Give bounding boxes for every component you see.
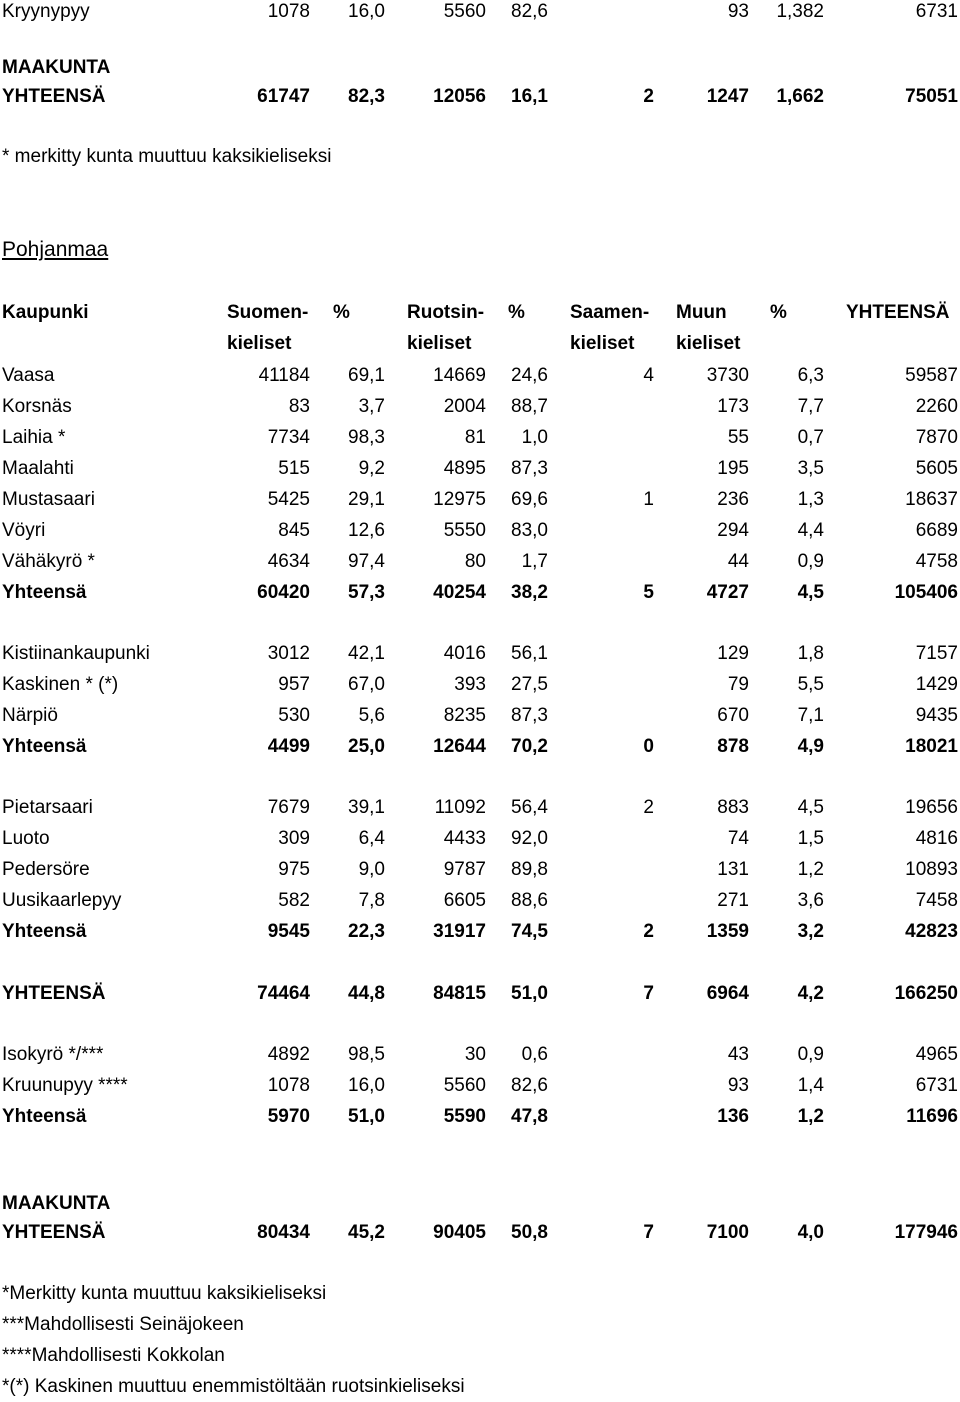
suomenkieliset-cell: 309 — [278, 828, 310, 849]
suomenkieliset-cell: 515 — [278, 458, 310, 479]
suomenkieliset-cell: 5425 — [267, 489, 310, 510]
pct-ruotsi-cell: 0,6 — [521, 1044, 548, 1065]
pct-suomi-cell: 16,0 — [348, 1075, 385, 1096]
muun-kieliset-cell: 129 — [717, 643, 749, 664]
saamenkieliset-cell: 2 — [643, 86, 654, 107]
ruotsinkieliset-cell: 12644 — [433, 736, 486, 757]
header-yhteensa: YHTEENSÄ — [846, 302, 950, 323]
ruotsinkieliset-cell: 4895 — [443, 458, 486, 479]
pct-suomi-cell: 42,1 — [348, 643, 385, 664]
footnote: ****Mahdollisesti Kokkolan — [2, 1345, 225, 1366]
ruotsinkieliset-cell: 80 — [464, 551, 486, 572]
pct-ruotsi-cell: 74,5 — [511, 921, 548, 942]
ruotsinkieliset-cell: 30 — [464, 1044, 486, 1065]
pct-suomi-cell: 98,3 — [348, 427, 385, 448]
yhteensa-cell: 11696 — [906, 1106, 958, 1127]
muun-kieliset-cell: 93 — [727, 1, 749, 22]
row-label: Kryynypyy — [2, 1, 90, 22]
row-label: YHTEENSÄ — [2, 1222, 106, 1243]
muun-kieliset-cell: 236 — [717, 489, 749, 510]
ruotsinkieliset-cell: 6605 — [443, 890, 486, 911]
yhteensa-cell: 2260 — [915, 396, 958, 417]
pct-muu-cell: 1,3 — [797, 489, 824, 510]
yhteensa-cell: 4965 — [915, 1044, 958, 1065]
pct-muu-cell: 4,2 — [797, 983, 824, 1004]
muun-kieliset-cell: 173 — [717, 396, 749, 417]
table-row — [0, 488, 960, 512]
row-label: YHTEENSÄ — [2, 86, 106, 107]
table-row — [0, 457, 960, 481]
header-muun: Muun — [676, 302, 727, 323]
suomenkieliset-cell: 1078 — [267, 1075, 310, 1096]
yhteensa-cell: 6731 — [915, 1, 958, 22]
yhteensa-cell: 6689 — [915, 520, 958, 541]
muun-kieliset-cell: 131 — [717, 859, 749, 880]
footnote: ***Mahdollisesti Seinäjokeen — [2, 1314, 244, 1335]
suomenkieliset-cell: 975 — [278, 859, 310, 880]
row-label: Luoto — [2, 828, 50, 849]
pct-ruotsi-cell: 16,1 — [511, 86, 548, 107]
muun-kieliset-cell: 883 — [717, 797, 749, 818]
saamenkieliset-cell: 0 — [643, 736, 654, 757]
pct-suomi-cell: 3,7 — [358, 396, 385, 417]
saamenkieliset-cell: 4 — [643, 365, 654, 386]
row-label: Isokyrö */*** — [2, 1044, 104, 1065]
pct-suomi-cell: 9,2 — [358, 458, 385, 479]
saamenkieliset-cell: 5 — [643, 582, 654, 603]
header-suomen-2: kieliset — [227, 333, 292, 354]
pct-suomi-cell: 25,0 — [348, 736, 385, 757]
pct-ruotsi-cell: 87,3 — [511, 458, 548, 479]
yhteensa-cell: 59587 — [905, 365, 958, 386]
suomenkieliset-cell: 60420 — [257, 582, 310, 603]
pct-muu-cell: 6,3 — [797, 365, 824, 386]
pct-muu-cell: 1,2 — [797, 859, 824, 880]
yhteensa-cell: 1429 — [915, 674, 958, 695]
header-saamen: Saamen- — [570, 302, 650, 323]
ruotsinkieliset-cell: 5560 — [443, 1075, 486, 1096]
pct-muu-cell: 0,7 — [797, 427, 824, 448]
total-row — [0, 920, 960, 944]
pct-ruotsi-cell: 24,6 — [511, 365, 548, 386]
suomenkieliset-cell: 61747 — [257, 86, 310, 107]
table-row — [0, 673, 960, 697]
row-label: Kruunupyy **** — [2, 1075, 128, 1096]
header-kaupunki: Kaupunki — [2, 302, 89, 323]
muun-kieliset-cell: 44 — [727, 551, 749, 572]
pct-muu-cell: 1,8 — [797, 643, 824, 664]
suomenkieliset-cell: 80434 — [257, 1222, 310, 1243]
yhteensa-cell: 166250 — [894, 983, 958, 1004]
suomenkieliset-cell: 4892 — [267, 1044, 310, 1065]
header-pct-1: % — [333, 302, 350, 323]
ruotsinkieliset-cell: 9787 — [443, 859, 486, 880]
pct-muu-cell: 4,0 — [797, 1222, 824, 1243]
muun-kieliset-cell: 1359 — [706, 921, 749, 942]
pct-ruotsi-cell: 56,4 — [511, 797, 548, 818]
ruotsinkieliset-cell: 5550 — [443, 520, 486, 541]
pct-suomi-cell: 67,0 — [348, 674, 385, 695]
suomenkieliset-cell: 7679 — [267, 797, 310, 818]
pct-suomi-cell: 44,8 — [348, 983, 385, 1004]
total-row — [0, 735, 960, 759]
footnote-top: * merkitty kunta muuttuu kaksikieliseksi — [2, 146, 332, 167]
section-title: Pohjanmaa — [2, 238, 109, 261]
suomenkieliset-cell: 957 — [278, 674, 310, 695]
pct-suomi-cell: 39,1 — [348, 797, 385, 818]
ruotsinkieliset-cell: 4016 — [443, 643, 486, 664]
ruotsinkieliset-cell: 90405 — [433, 1222, 486, 1243]
pct-ruotsi-cell: 1,0 — [521, 427, 548, 448]
maakunta-total-row — [0, 85, 960, 109]
pct-ruotsi-cell: 83,0 — [511, 520, 548, 541]
pct-ruotsi-cell: 82,6 — [511, 1, 548, 22]
pct-ruotsi-cell: 88,7 — [511, 396, 548, 417]
pct-suomi-cell: 9,0 — [358, 859, 385, 880]
suomenkieliset-cell: 582 — [278, 890, 310, 911]
pct-ruotsi-cell: 69,6 — [511, 489, 548, 510]
suomenkieliset-cell: 74464 — [257, 983, 310, 1004]
pct-suomi-cell: 12,6 — [348, 520, 385, 541]
table-row — [0, 889, 960, 913]
row-label: Mustasaari — [2, 489, 95, 510]
pct-suomi-cell: 7,8 — [358, 890, 385, 911]
ruotsinkieliset-cell: 31917 — [433, 921, 486, 942]
pct-suomi-cell: 22,3 — [348, 921, 385, 942]
saamenkieliset-cell: 7 — [643, 983, 654, 1004]
suomenkieliset-cell: 845 — [278, 520, 310, 541]
table-row — [0, 642, 960, 666]
header-pct-3: % — [770, 302, 787, 323]
pct-suomi-cell: 51,0 — [348, 1106, 385, 1127]
ruotsinkieliset-cell: 81 — [464, 427, 486, 448]
muun-kieliset-cell: 136 — [717, 1106, 749, 1127]
pct-muu-cell: 7,1 — [797, 705, 824, 726]
pct-ruotsi-cell: 87,3 — [511, 705, 548, 726]
pct-muu-cell: 5,5 — [797, 674, 824, 695]
muun-kieliset-cell: 43 — [727, 1044, 749, 1065]
yhteensa-cell: 177946 — [894, 1222, 958, 1243]
pct-ruotsi-cell: 1,7 — [521, 551, 548, 572]
pct-ruotsi-cell: 27,5 — [511, 674, 548, 695]
table-row — [0, 519, 960, 543]
footnote: *(*) Kaskinen muuttuu enemmistöltään ruotsinkieliseksi — [2, 1376, 465, 1397]
pct-muu-cell: 1,382 — [776, 1, 824, 22]
saamenkieliset-cell: 2 — [643, 921, 654, 942]
yhteensa-cell: 18021 — [905, 736, 958, 757]
yhteensa-cell: 19656 — [905, 797, 958, 818]
table-row — [0, 364, 960, 388]
header-saamen-2: kieliset — [570, 333, 635, 354]
table-row — [0, 858, 960, 882]
maakunta-label-line1: MAAKUNTA — [2, 57, 111, 78]
table-row — [0, 550, 960, 574]
pct-ruotsi-cell: 50,8 — [511, 1222, 548, 1243]
table-row — [0, 796, 960, 820]
yhteensa-cell: 9435 — [915, 705, 958, 726]
muun-kieliset-cell: 93 — [727, 1075, 749, 1096]
total-row — [0, 581, 960, 605]
ruotsinkieliset-cell: 14669 — [433, 365, 486, 386]
row-label: Maalahti — [2, 458, 74, 479]
pct-muu-cell: 1,4 — [797, 1075, 824, 1096]
row-label: Vöyri — [2, 520, 46, 541]
ruotsinkieliset-cell: 8235 — [443, 705, 486, 726]
pct-ruotsi-cell: 47,8 — [511, 1106, 548, 1127]
pct-muu-cell: 0,9 — [797, 551, 824, 572]
pct-muu-cell: 3,6 — [797, 890, 824, 911]
row-label: Kistiinankaupunki — [2, 643, 150, 664]
ruotsinkieliset-cell: 2004 — [443, 396, 486, 417]
row-label: Korsnäs — [2, 396, 72, 417]
suomenkieliset-cell: 41184 — [258, 365, 310, 386]
table-row — [0, 0, 960, 24]
muun-kieliset-cell: 271 — [717, 890, 749, 911]
suomenkieliset-cell: 1078 — [267, 1, 310, 22]
ruotsinkieliset-cell: 4433 — [443, 828, 486, 849]
row-label: Vähäkyrö * — [2, 551, 95, 572]
ruotsinkieliset-cell: 12975 — [433, 489, 486, 510]
muun-kieliset-cell: 670 — [717, 705, 749, 726]
row-label: Yhteensä — [2, 921, 87, 942]
row-label: Yhteensä — [2, 582, 87, 603]
muun-kieliset-cell: 74 — [727, 828, 749, 849]
ruotsinkieliset-cell: 84815 — [433, 983, 486, 1004]
pct-ruotsi-cell: 70,2 — [511, 736, 548, 757]
header-ruotsin: Ruotsin- — [407, 302, 485, 323]
suomenkieliset-cell: 83 — [288, 396, 310, 417]
yhteensa-cell: 75051 — [905, 86, 958, 107]
muun-kieliset-cell: 1247 — [706, 86, 749, 107]
pct-suomi-cell: 29,1 — [348, 489, 385, 510]
row-label: Laihia * — [2, 427, 66, 448]
saamenkieliset-cell: 2 — [643, 797, 654, 818]
pct-muu-cell: 7,7 — [797, 396, 824, 417]
pct-ruotsi-cell: 51,0 — [511, 983, 548, 1004]
muun-kieliset-cell: 55 — [727, 427, 749, 448]
ruotsinkieliset-cell: 5590 — [443, 1106, 486, 1127]
saamenkieliset-cell: 1 — [643, 489, 654, 510]
pct-muu-cell: 4,5 — [797, 797, 824, 818]
pct-suomi-cell: 5,6 — [358, 705, 385, 726]
pct-muu-cell: 1,2 — [797, 1106, 824, 1127]
muun-kieliset-cell: 878 — [717, 736, 749, 757]
row-label: Kaskinen * (*) — [2, 674, 119, 695]
maakunta-total-row-2 — [0, 1221, 960, 1245]
row-label: Pietarsaari — [2, 797, 93, 818]
maakunta-label-line1-2: MAAKUNTA — [2, 1193, 111, 1214]
header-pct-2: % — [508, 302, 525, 323]
pct-suomi-cell: 45,2 — [348, 1222, 385, 1243]
pct-muu-cell: 1,5 — [797, 828, 824, 849]
muun-kieliset-cell: 6964 — [706, 983, 749, 1004]
table-row — [0, 704, 960, 728]
pct-suomi-cell: 98,5 — [348, 1044, 385, 1065]
ruotsinkieliset-cell: 12056 — [433, 86, 486, 107]
yhteensa-cell: 7157 — [915, 643, 958, 664]
pct-suomi-cell: 97,4 — [348, 551, 385, 572]
pct-suomi-cell: 57,3 — [348, 582, 385, 603]
yhteensa-cell: 4758 — [915, 551, 958, 572]
row-label: Pedersöre — [2, 859, 90, 880]
pct-ruotsi-cell: 88,6 — [511, 890, 548, 911]
table-row — [0, 426, 960, 450]
yhteensa-cell: 10893 — [905, 859, 958, 880]
yhteensa-cell: 7458 — [915, 890, 958, 911]
pct-muu-cell: 4,5 — [797, 582, 824, 603]
muun-kieliset-cell: 7100 — [706, 1222, 749, 1243]
row-label: Uusikaarlepyy — [2, 890, 122, 911]
yhteensa-cell: 6731 — [915, 1075, 958, 1096]
muun-kieliset-cell: 79 — [727, 674, 749, 695]
suomenkieliset-cell: 9545 — [267, 921, 310, 942]
muun-kieliset-cell: 294 — [717, 520, 749, 541]
yhteensa-cell: 5605 — [915, 458, 958, 479]
pct-muu-cell: 4,9 — [797, 736, 824, 757]
pct-muu-cell: 0,9 — [797, 1044, 824, 1065]
yhteensa-cell: 4816 — [915, 828, 958, 849]
ruotsinkieliset-cell: 11092 — [434, 797, 486, 818]
suomenkieliset-cell: 3012 — [267, 643, 310, 664]
pct-suomi-cell: 6,4 — [358, 828, 385, 849]
suomenkieliset-cell: 530 — [278, 705, 310, 726]
pct-muu-cell: 1,662 — [776, 86, 824, 107]
total-row — [0, 1105, 960, 1129]
pct-ruotsi-cell: 82,6 — [511, 1075, 548, 1096]
pct-muu-cell: 4,4 — [797, 520, 824, 541]
table-row — [0, 827, 960, 851]
muun-kieliset-cell: 195 — [717, 458, 749, 479]
row-label: YHTEENSÄ — [2, 983, 106, 1004]
muun-kieliset-cell: 3730 — [706, 365, 749, 386]
row-label: Yhteensä — [2, 1106, 87, 1127]
pct-ruotsi-cell: 56,1 — [511, 643, 548, 664]
suomenkieliset-cell: 4634 — [267, 551, 310, 572]
saamenkieliset-cell: 7 — [643, 1222, 654, 1243]
table-row — [0, 395, 960, 419]
pct-muu-cell: 3,2 — [797, 921, 824, 942]
total-row — [0, 982, 960, 1006]
ruotsinkieliset-cell: 40254 — [433, 582, 486, 603]
header-suomen: Suomen- — [227, 302, 309, 323]
yhteensa-cell: 42823 — [905, 921, 958, 942]
yhteensa-cell: 18637 — [905, 489, 958, 510]
pct-suomi-cell: 69,1 — [348, 365, 385, 386]
suomenkieliset-cell: 5970 — [267, 1106, 310, 1127]
pct-suomi-cell: 16,0 — [348, 1, 385, 22]
ruotsinkieliset-cell: 5560 — [443, 1, 486, 22]
muun-kieliset-cell: 4727 — [706, 582, 749, 603]
row-label: Vaasa — [2, 365, 55, 386]
pct-ruotsi-cell: 38,2 — [511, 582, 548, 603]
pct-ruotsi-cell: 89,8 — [511, 859, 548, 880]
header-muun-2: kieliset — [676, 333, 741, 354]
table-row — [0, 1074, 960, 1098]
footnote: *Merkitty kunta muuttuu kaksikieliseksi — [2, 1283, 327, 1304]
yhteensa-cell: 105406 — [894, 582, 958, 603]
pct-ruotsi-cell: 92,0 — [511, 828, 548, 849]
ruotsinkieliset-cell: 393 — [454, 674, 486, 695]
suomenkieliset-cell: 7734 — [267, 427, 310, 448]
table-row — [0, 1043, 960, 1067]
suomenkieliset-cell: 4499 — [267, 736, 310, 757]
pct-muu-cell: 3,5 — [797, 458, 824, 479]
pct-suomi-cell: 82,3 — [348, 86, 385, 107]
yhteensa-cell: 7870 — [915, 427, 958, 448]
row-label: Närpiö — [2, 705, 58, 726]
header-ruotsin-2: kieliset — [407, 333, 472, 354]
row-label: Yhteensä — [2, 736, 87, 757]
